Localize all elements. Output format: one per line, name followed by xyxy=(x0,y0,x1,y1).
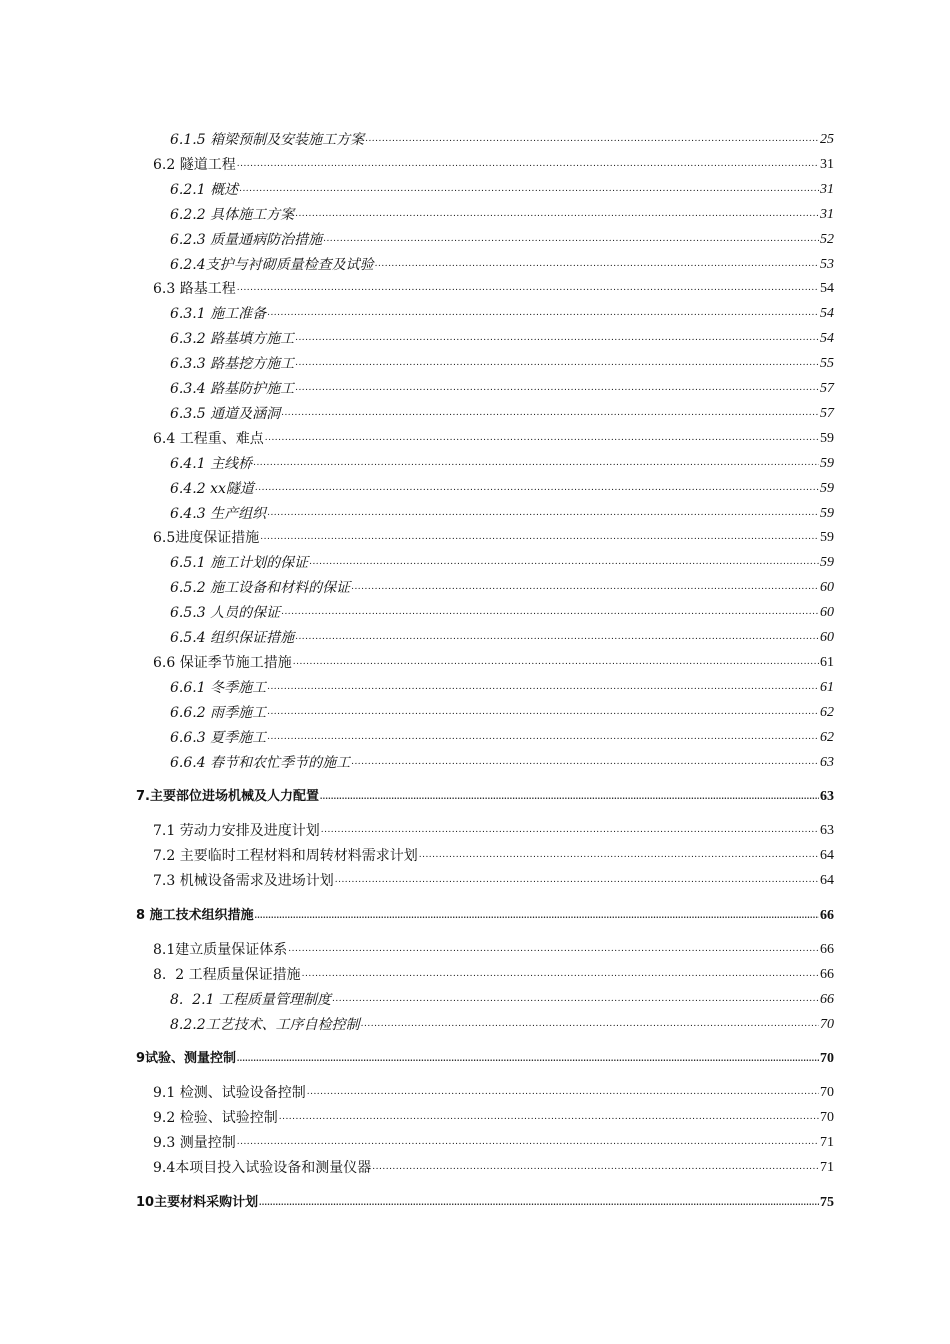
toc-page-number: 62 xyxy=(820,729,834,745)
toc-dot-leader xyxy=(295,631,819,643)
toc-entry-title: 6.6 保证季节施工措施 xyxy=(153,654,292,671)
toc-entry-title: 7.2 主要临时工程材料和周转材料需求计划 xyxy=(153,848,418,865)
toc-dot-leader xyxy=(267,706,819,718)
toc-dot-leader xyxy=(323,233,819,245)
toc-page-number: 53 xyxy=(820,256,834,272)
toc-entry[interactable] xyxy=(170,450,834,472)
toc-entry[interactable] xyxy=(153,1129,834,1151)
toc-entry-title: 6.5.2 施工设备和材料的保证 xyxy=(170,580,351,597)
toc-entry-title: 6.3 路基工程 xyxy=(153,281,236,298)
toc-dot-leader xyxy=(293,656,819,668)
toc-page-number: 57 xyxy=(820,405,834,421)
toc-entry[interactable] xyxy=(153,1079,834,1101)
toc-dot-leader xyxy=(253,457,819,469)
toc-entry[interactable] xyxy=(153,275,834,297)
toc-page-number: 54 xyxy=(820,306,834,322)
toc-entry-title: 6.4.3 生产组织 xyxy=(170,505,267,522)
toc-entry-title: 9试验、测量控制 xyxy=(136,1051,237,1066)
toc-entry[interactable] xyxy=(170,400,834,422)
toc-dot-leader xyxy=(372,1161,819,1173)
toc-chapter-entry[interactable] xyxy=(136,902,834,924)
toc-entry[interactable] xyxy=(153,842,834,864)
toc-dot-leader xyxy=(351,756,819,768)
toc-entry-title: 9.2 检验、试验控制 xyxy=(153,1110,278,1127)
toc-dot-leader xyxy=(365,133,819,145)
toc-entry-title: 6.5进度保证措施 xyxy=(153,530,260,547)
toc-page-number: 66 xyxy=(820,941,834,957)
toc-dot-leader xyxy=(239,183,819,195)
toc-page-number: 60 xyxy=(820,605,834,621)
toc-dot-leader xyxy=(237,1136,819,1148)
toc-chapter-entry[interactable] xyxy=(136,783,834,805)
toc-dot-leader xyxy=(332,993,819,1005)
toc-dot-leader xyxy=(255,909,819,921)
toc-dot-leader xyxy=(335,874,819,886)
toc-entry[interactable] xyxy=(170,674,834,696)
toc-page-number: 59 xyxy=(820,480,834,496)
toc-entry-title: 6.2 隧道工程 xyxy=(153,156,236,173)
toc-entry-title: 6.6.1 冬季施工 xyxy=(170,679,267,696)
toc-entry-title: 6.3.3 路基挖方施工 xyxy=(170,356,295,373)
toc-page-number: 54 xyxy=(820,281,834,297)
toc-entry[interactable] xyxy=(153,425,834,447)
toc-entry-title: 6.3.4 路基防护施工 xyxy=(170,381,295,397)
toc-page-number: 60 xyxy=(820,630,834,645)
toc-entry-title: 8. 2 工程质量保证措施 xyxy=(153,966,301,983)
toc-entry-title: 6.5.1 施工计划的保证 xyxy=(170,555,309,572)
toc-page-number: 63 xyxy=(820,788,834,804)
toc-entry[interactable] xyxy=(170,375,834,397)
toc-entry[interactable] xyxy=(170,350,834,372)
toc-page-number: 70 xyxy=(820,1110,834,1126)
toc-entry[interactable] xyxy=(153,151,834,173)
toc-entry-title: 6.6.2 雨季施工 xyxy=(170,704,267,721)
toc-page-number: 71 xyxy=(820,1135,834,1151)
toc-page-number: 62 xyxy=(820,704,834,720)
toc-chapter-entry[interactable] xyxy=(136,1189,834,1211)
toc-entry[interactable] xyxy=(170,201,834,223)
toc-dot-leader xyxy=(265,432,819,444)
toc-dot-leader xyxy=(295,208,819,220)
toc-entry-title: 6.6.4 春节和农忙季节的施工 xyxy=(170,754,351,771)
toc-page-number: 52 xyxy=(820,231,834,247)
toc-entry[interactable] xyxy=(153,936,834,958)
toc-dot-leader xyxy=(237,282,819,294)
toc-page-number: 54 xyxy=(820,331,834,347)
toc-entry-title: 7.3 机械设备需求及进场计划 xyxy=(153,873,334,890)
toc-page-number: 31 xyxy=(820,206,834,222)
toc-page-number: 61 xyxy=(820,679,834,695)
toc-dot-leader xyxy=(295,382,819,394)
toc-dot-leader xyxy=(321,824,819,836)
toc-page-number: 64 xyxy=(820,873,834,889)
toc-page-number: 59 xyxy=(820,455,834,471)
toc-page-number: 59 xyxy=(820,430,834,446)
toc-entry[interactable] xyxy=(170,699,834,721)
toc-dot-leader xyxy=(309,556,819,568)
toc-entry-title: 6.2.1 概述 xyxy=(170,181,239,198)
toc-dot-leader xyxy=(419,849,819,861)
toc-entry[interactable] xyxy=(170,226,834,248)
toc-dot-leader xyxy=(307,1086,819,1098)
toc-dot-leader xyxy=(295,357,819,369)
toc-entry-title: 6.2.4支护与衬砌质量检查及试验 xyxy=(170,256,374,273)
toc-dot-leader xyxy=(259,1196,819,1208)
toc-dot-leader xyxy=(375,258,819,270)
toc-entry[interactable] xyxy=(170,251,834,273)
toc-dot-leader xyxy=(255,482,819,494)
toc-entry[interactable] xyxy=(153,524,834,546)
toc-page-number: 66 xyxy=(820,907,834,923)
toc-dot-leader xyxy=(288,943,819,955)
toc-entry[interactable] xyxy=(153,817,834,839)
toc-dot-leader xyxy=(281,606,819,618)
toc-page-number: 66 xyxy=(820,966,834,982)
toc-page-number: 55 xyxy=(820,356,834,372)
toc-entry-title: 8 施工技术组织措施 xyxy=(136,907,254,923)
toc-entry[interactable] xyxy=(170,549,834,571)
toc-page-number: 25 xyxy=(820,132,834,147)
toc-entry-title: 6.4 工程重、难点 xyxy=(153,430,264,447)
toc-dot-leader xyxy=(302,968,819,980)
toc-dot-leader xyxy=(279,1111,819,1123)
toc-entry-title: 6.3.2 路基填方施工 xyxy=(170,331,295,348)
toc-page-number: 59 xyxy=(820,555,834,571)
toc-entry[interactable] xyxy=(153,961,834,983)
toc-entry-title: 6.5.3 人员的保证 xyxy=(170,605,281,622)
toc-entry[interactable] xyxy=(170,475,834,497)
toc-page-number: 64 xyxy=(820,848,834,864)
toc-entry-title: 8. 2.1 工程质量管理制度 xyxy=(170,991,331,1008)
toc-entry-title: 6.2.2 具体施工方案 xyxy=(170,206,295,223)
toc-entry-title: 7.1 劳动力安排及进度计划 xyxy=(153,823,320,840)
toc-entry[interactable] xyxy=(170,749,834,771)
toc-entry-title: 6.4.1 主线桥 xyxy=(170,455,253,472)
toc-page-number: 59 xyxy=(820,530,834,546)
toc-entry-title: 6.6.3 夏季施工 xyxy=(170,729,267,746)
toc-entry-title: 6.2.3 质量通病防治措施 xyxy=(170,231,323,248)
toc-entry-title: 8.1建立质量保证体系 xyxy=(153,941,288,958)
toc-entry-title: 6.3.5 通道及涵洞 xyxy=(170,405,281,422)
toc-entry[interactable] xyxy=(170,624,834,646)
toc-entry[interactable] xyxy=(170,300,834,322)
toc-page-number: 31 xyxy=(820,156,834,172)
toc-entry[interactable] xyxy=(170,986,834,1008)
toc-page-number: 59 xyxy=(820,505,834,521)
toc-page-number: 61 xyxy=(820,654,834,670)
toc-entry[interactable] xyxy=(170,500,834,522)
toc-entry-title: 6.4.2 xx隧道 xyxy=(170,480,254,497)
toc-entry-title: 8.2.2工艺技术、工序自检控制 xyxy=(170,1016,360,1033)
toc-entry[interactable] xyxy=(170,325,834,347)
toc-dot-leader xyxy=(267,307,819,319)
toc-entry-title: 6.5.4 组织保证措施 xyxy=(170,630,295,646)
toc-entry-title: 9.3 测量控制 xyxy=(153,1135,236,1152)
toc-entry[interactable] xyxy=(153,649,834,671)
toc-entry[interactable] xyxy=(170,1011,834,1033)
toc-dot-leader xyxy=(267,507,819,519)
toc-entry[interactable] xyxy=(170,126,834,148)
toc-entry[interactable] xyxy=(170,724,834,746)
toc-dot-leader xyxy=(237,1052,819,1064)
toc-entry-title: 9.1 检测、试验设备控制 xyxy=(153,1085,306,1102)
toc-chapter-entry[interactable] xyxy=(136,1045,834,1067)
toc-entry-title: 10主要材料采购计划 xyxy=(136,1194,259,1210)
toc-page-number: 70 xyxy=(820,1085,834,1101)
toc-dot-leader xyxy=(361,1018,819,1030)
toc-dot-leader xyxy=(351,581,819,593)
toc-page-number: 66 xyxy=(820,991,834,1007)
toc-dot-leader xyxy=(237,158,819,170)
toc-entry-title: 9.4本项目投入试验设备和测量仪器 xyxy=(153,1160,372,1177)
toc-page-number: 60 xyxy=(820,580,834,596)
toc-page-number: 71 xyxy=(820,1160,834,1176)
toc-page-number: 57 xyxy=(820,381,834,396)
toc-entry[interactable] xyxy=(170,176,834,198)
toc-page-number: 63 xyxy=(820,754,834,770)
toc-entry[interactable] xyxy=(170,599,834,621)
toc-dot-leader xyxy=(260,531,819,543)
toc-dot-leader xyxy=(320,790,819,802)
toc-dot-leader xyxy=(267,681,819,693)
toc-page-number: 75 xyxy=(820,1194,834,1210)
toc-entry[interactable] xyxy=(170,574,834,596)
toc-entry[interactable] xyxy=(153,867,834,889)
toc-dot-leader xyxy=(295,332,819,344)
toc-dot-leader xyxy=(267,731,819,743)
toc-entry-title: 6.1.5 箱梁预制及安装施工方案 xyxy=(170,132,365,148)
toc-page-number: 63 xyxy=(820,823,834,839)
toc-entry-title: 7.主要部位进场机械及人力配置 xyxy=(136,788,319,804)
toc-page-number: 70 xyxy=(820,1016,834,1032)
toc-page-number: 31 xyxy=(820,181,834,197)
toc-entry-title: 6.3.1 施工准备 xyxy=(170,306,267,323)
toc-entry[interactable] xyxy=(153,1154,834,1176)
toc-page-number: 70 xyxy=(820,1051,834,1066)
toc-dot-leader xyxy=(281,407,819,419)
toc-entry[interactable] xyxy=(153,1104,834,1126)
